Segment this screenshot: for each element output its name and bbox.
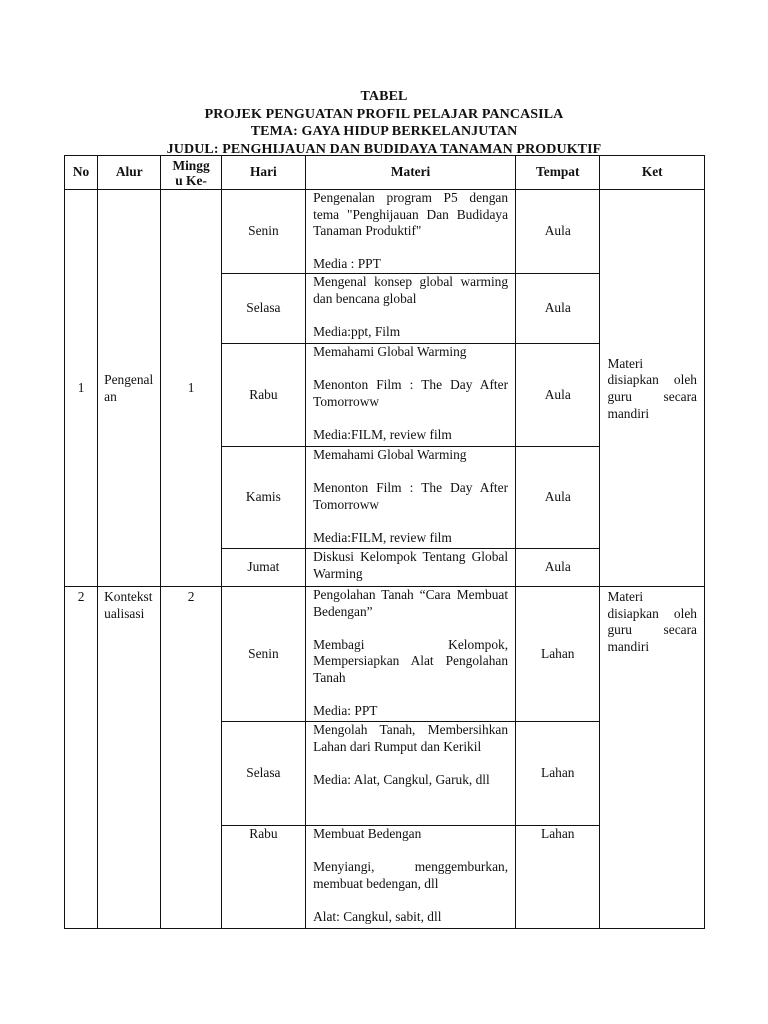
- materi-line: Mengenal konsep global warming dan bencana global: [313, 274, 509, 306]
- cell-hari: Senin: [221, 190, 305, 274]
- header-ket: Ket: [600, 156, 705, 190]
- header-no: No: [65, 156, 98, 190]
- cell-tempat: Lahan: [516, 587, 600, 722]
- cell-ket: Materi disiapkan oleh guru secara mandiri: [600, 587, 705, 929]
- materi-line: Mengolah Tanah, Membersihkan Lahan dari Rumput dan Kerikil: [313, 722, 509, 754]
- cell-hari: Selasa: [221, 274, 305, 344]
- cell-alur-text: Kontekstualisasi: [104, 589, 153, 621]
- materi-line: Alat: Cangkul, sabit, dll: [313, 908, 442, 924]
- materi-line: Media:FILM, review film: [313, 529, 452, 545]
- cell-tempat: Aula: [516, 274, 600, 344]
- header-minggu-label: Minggu Ke-: [172, 157, 210, 188]
- materi-line: Media : PPT: [313, 256, 381, 272]
- cell-hari: Rabu: [221, 344, 305, 447]
- cell-alur-text: Pengenalan: [104, 372, 154, 404]
- cell-no: 1: [65, 190, 98, 587]
- header-materi: Materi: [306, 156, 516, 190]
- materi-line: Media: Alat, Cangkul, Garuk, dll: [313, 771, 490, 787]
- header-minggu: [161, 156, 221, 190]
- materi-line: Diskusi Kelompok Tentang Global Warming: [313, 549, 509, 581]
- cell-materi: [306, 447, 516, 549]
- materi-line: Pengenalan program P5 dengan tema "Penghijauan Dan Budidaya Tanaman Produktif": [313, 190, 509, 239]
- materi-line: Media:FILM, review film: [313, 426, 452, 442]
- materi-line: Menyiangi, menggemburkan, membuat bedengan, dll: [313, 859, 509, 891]
- materi-line: Media: PPT: [313, 703, 378, 719]
- schedule-table: [64, 155, 705, 929]
- header-hari: Hari: [221, 156, 305, 190]
- table-row: [65, 587, 705, 722]
- cell-materi: [306, 549, 516, 587]
- doc-project: PROJEK PENGUATAN PROFIL PELAJAR PANCASILA: [204, 106, 564, 122]
- doc-theme: TEMA: GAYA HIDUP BERKELANJUTAN: [250, 124, 518, 139]
- materi-line: Pengolahan Tanah “Cara Membuat Bedengan”: [313, 587, 509, 619]
- materi-line: Memahami Global Warming: [313, 344, 467, 359]
- doc-judul: JUDUL: PENGHIJAUAN DAN BUDIDAYA TANAMAN PRODUKTIF: [166, 141, 602, 157]
- cell-materi: [306, 190, 516, 274]
- cell-alur: [98, 587, 161, 929]
- header-alur: Alur: [98, 156, 161, 190]
- cell-materi: [306, 826, 516, 929]
- materi-line: Menonton Film : The Day After Tomorroww: [313, 377, 509, 409]
- cell-alur: [98, 190, 161, 587]
- materi-line: Media:ppt, Film: [313, 323, 401, 339]
- cell-minggu: 2: [161, 587, 221, 929]
- materi-line: Membagi Kelompok, Mempersiapkan Alat Pengolahan Tanah: [313, 636, 509, 685]
- table-header-row: [65, 156, 705, 190]
- cell-materi: [306, 274, 516, 344]
- cell-no: 2: [65, 587, 98, 929]
- cell-minggu: 1: [161, 190, 221, 587]
- document-titles: [0, 88, 768, 158]
- cell-hari: Selasa: [221, 722, 305, 826]
- materi-line: Menonton Film : The Day After Tomorroww: [313, 480, 509, 512]
- cell-hari: Jumat: [221, 549, 305, 587]
- cell-tempat: Aula: [516, 447, 600, 549]
- table-row: [65, 190, 705, 274]
- cell-tempat: Aula: [516, 344, 600, 447]
- cell-tempat: Lahan: [516, 722, 600, 826]
- materi-line: Membuat Bedengan: [313, 826, 422, 841]
- cell-hari: Kamis: [221, 447, 305, 549]
- cell-tempat: Lahan: [516, 826, 600, 929]
- cell-tempat: Aula: [516, 190, 600, 274]
- cell-ket: Materi disiapkan oleh guru secara mandiri: [600, 190, 705, 587]
- header-tempat: Tempat: [516, 156, 600, 190]
- cell-hari: Senin: [221, 587, 305, 722]
- materi-line: Memahami Global Warming: [313, 447, 467, 462]
- cell-materi: [306, 587, 516, 722]
- cell-materi: [306, 722, 516, 826]
- cell-materi: [306, 344, 516, 447]
- cell-tempat: Aula: [516, 549, 600, 587]
- doc-title: TABEL: [360, 89, 408, 104]
- cell-hari: Rabu: [221, 826, 305, 929]
